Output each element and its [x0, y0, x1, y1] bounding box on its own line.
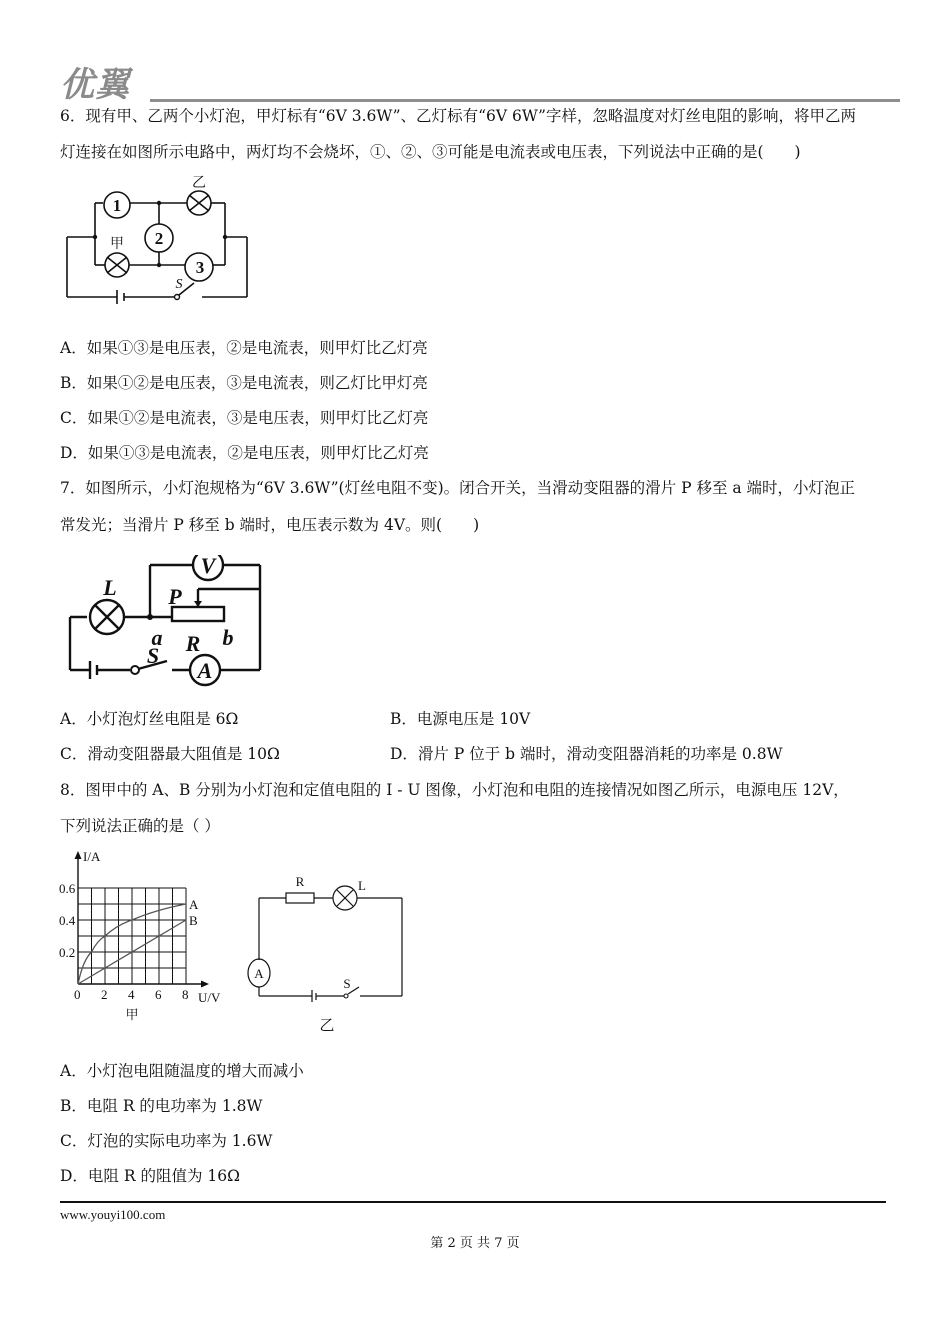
end-b-label: b	[222, 625, 234, 650]
question-6-circuit-diagram	[55, 170, 265, 305]
question-7-line-2: 常发光；当滑片 P 移至 b 端时，电压表示数为 4V。则( )	[60, 516, 480, 534]
question-8-line-2: 下列说法正确的是（ ）	[60, 817, 220, 835]
slider-p-label: P	[168, 584, 182, 609]
question-6-line-2: 灯连接在如图所示电路中，两灯均不会烧坏，①、②、③可能是电流表或电压表，下列说法中正确的是( )	[60, 143, 801, 161]
question-6-option-c[interactable]: C．如果①②是电流表，③是电压表，则甲灯比乙灯亮	[60, 409, 429, 427]
svg-text:6: 6	[155, 987, 162, 1002]
question-8-option-b[interactable]: B．电阻 R 的电功率为 1.8W	[60, 1097, 263, 1115]
question-7-circuit-diagram	[60, 555, 275, 695]
page-number: 第 2 页 共 7 页	[430, 1236, 520, 1251]
question-6-option-d[interactable]: D．如果①③是电流表，②是电压表，则甲灯比乙灯亮	[60, 444, 429, 462]
end-a-label: a	[151, 625, 163, 650]
svg-text:2: 2	[101, 987, 108, 1002]
switch-s-label: S	[343, 976, 351, 991]
meter-1-label: 1	[112, 196, 122, 215]
circuit-yi-caption: 乙	[319, 1018, 335, 1034]
lamp-yi-label: 乙	[192, 176, 206, 191]
question-6-line-1: 6．现有甲、乙两个小灯泡，甲灯标有“6V 3.6W”、乙灯标有“6V 6W”字样，忽略温度对灯丝电阻的影响，将甲乙两	[60, 107, 856, 125]
graph-jia-caption: 甲	[125, 1007, 139, 1022]
question-6-option-b[interactable]: B．如果①②是电压表，③是电流表，则乙灯比甲灯亮	[60, 374, 428, 392]
resistor-r-label: R	[295, 874, 305, 889]
question-8-option-d[interactable]: D．电阻 R 的阻值为 16Ω	[60, 1167, 240, 1185]
question-7-option-b[interactable]: B．电源电压是 10V	[390, 710, 531, 728]
header-rule	[150, 99, 900, 102]
svg-text:4: 4	[128, 987, 135, 1002]
question-8-option-a[interactable]: A．小灯泡电阻随温度的增大而减小	[60, 1062, 304, 1080]
svg-text:0: 0	[74, 987, 81, 1002]
lamp-jia-label: 甲	[110, 237, 124, 252]
svg-text:0.6: 0.6	[59, 881, 76, 896]
switch-label: S	[175, 277, 183, 292]
svg-text:B: B	[189, 913, 198, 928]
footer-rule	[60, 1201, 886, 1203]
meter-3-label: 3	[195, 258, 205, 277]
footer-website-url: www.youyi100.com	[60, 1207, 166, 1222]
meter-2-label: 2	[154, 229, 164, 248]
svg-text:I/A: I/A	[83, 849, 101, 864]
question-8-option-c[interactable]: C．灯泡的实际电功率为 1.6W	[60, 1132, 273, 1150]
svg-text:8: 8	[182, 987, 189, 1002]
svg-text:0.2: 0.2	[59, 945, 76, 960]
svg-text:0.4: 0.4	[59, 913, 76, 928]
rheostat-r-label: R	[185, 631, 201, 656]
ammeter-a-label: A	[254, 966, 264, 981]
switch-label: S	[146, 643, 160, 668]
question-7-option-c[interactable]: C．滑动变阻器最大阻值是 10Ω	[60, 745, 280, 763]
question-8-line-1: 8．图甲中的 A、B 分别为小灯泡和定值电阻的 I - U 图像，小灯泡和电阻的连接情况如图乙所示，电源电压 12V，	[60, 781, 849, 799]
question-8-circuit-yi	[235, 860, 415, 1040]
svg-text:A: A	[189, 897, 199, 912]
iu-graph-jia	[55, 845, 235, 1025]
question-7-option-a[interactable]: A．小灯泡灯丝电阻是 6Ω	[60, 710, 239, 728]
question-7-option-d[interactable]: D．滑片 P 位于 b 端时，滑动变阻器消耗的功率是 0.8W	[390, 745, 783, 763]
voltmeter-label: V	[200, 555, 216, 578]
lamp-l-label: L	[358, 878, 366, 893]
lamp-label: L	[103, 575, 117, 600]
publisher-logo: 优翼	[60, 65, 130, 105]
question-6-option-a[interactable]: A．如果①③是电压表，②是电流表，则甲灯比乙灯亮	[60, 339, 428, 357]
ammeter-label: A	[197, 658, 213, 683]
question-7-line-1: 7．如图所示，小灯泡规格为“6V 3.6W”(灯丝电阻不变)。闭合开关，当滑动变阻器的滑片 P 移至 a 端时，小灯泡正	[60, 479, 856, 497]
svg-text:U/V: U/V	[198, 990, 221, 1005]
